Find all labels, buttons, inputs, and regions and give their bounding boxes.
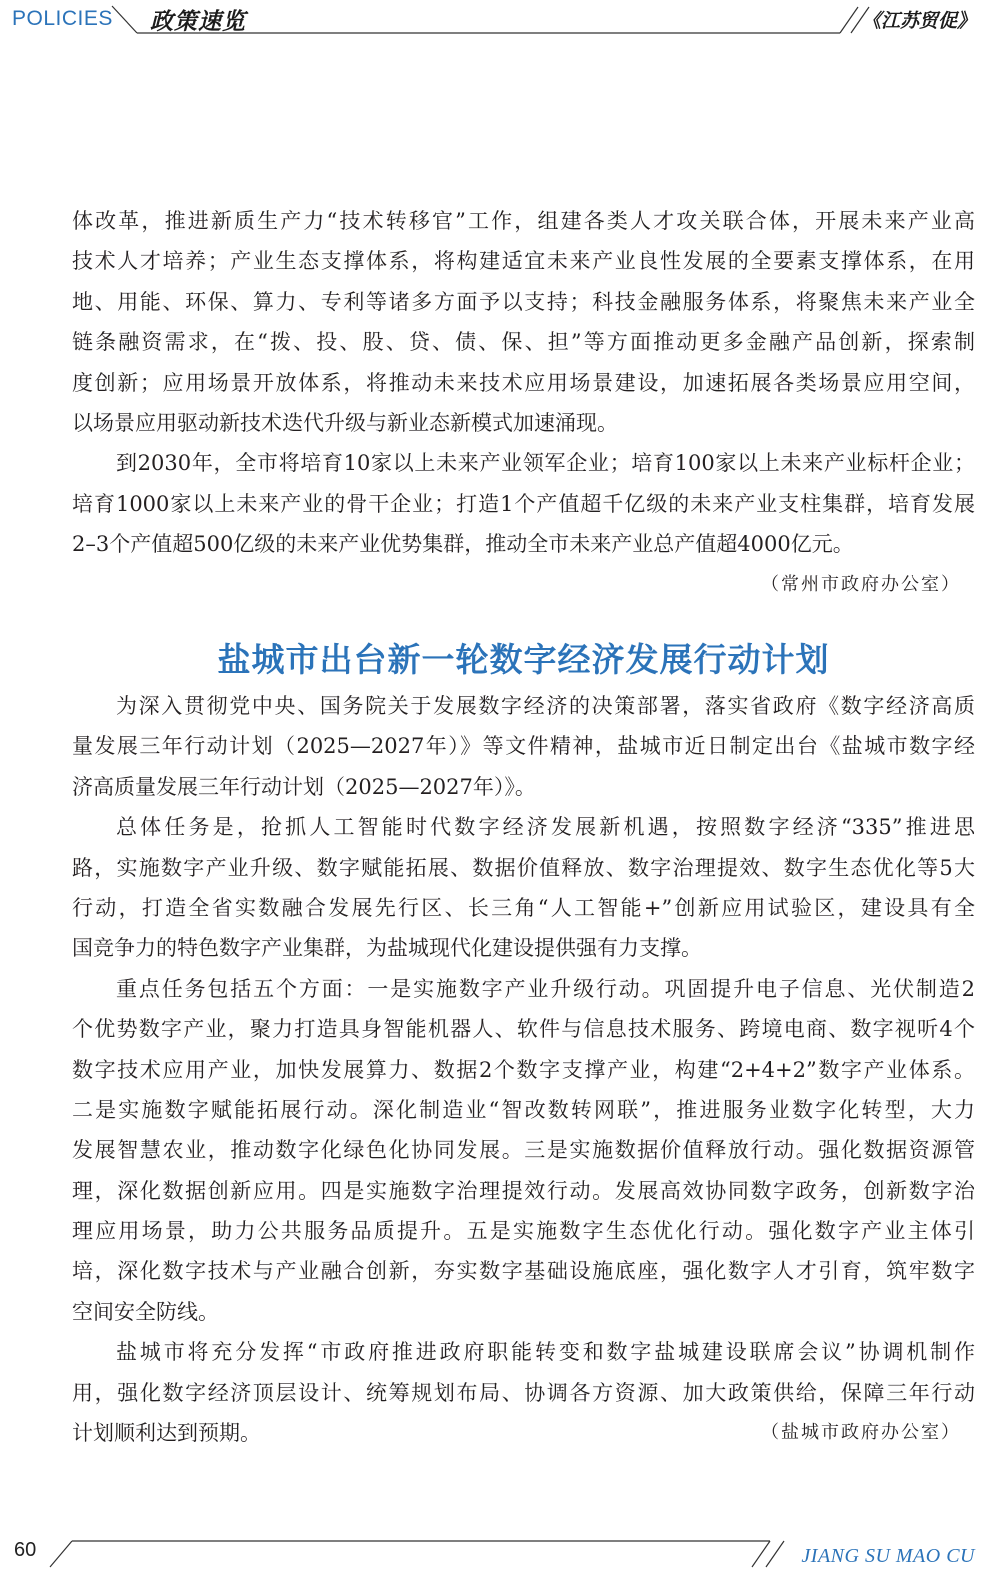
text-line: 度创新；应用场景开放体系，将推动未来技术应用场景建设，加速拓展各类场景应用空间， — [72, 370, 975, 395]
section-label-en: POLICIES — [12, 7, 113, 30]
text-line: 数字技术应用产业，加快发展算力、数据2个数字支撑产业，构建“2+4+2”数字产业体系。 — [72, 1057, 975, 1082]
text-line: 空间安全防线。 — [72, 1299, 219, 1324]
text-line: 个优势数字产业，聚力打造具身智能机器人、软件与信息技术服务、跨境电商、数字视听4个 — [72, 1017, 975, 1042]
text-line: 培育1000家以上未来产业的骨干企业；打造1个产值超千亿级的未来产业支柱集群，培育发展 — [72, 491, 975, 516]
text-line: 以场景应用驱动新技术迭代升级与新业态新模式加速涌现。 — [72, 410, 618, 435]
text-line: 2–3个产值超500亿级的未来产业优势集群，推动全市未来产业总产值超4000亿元。 — [72, 532, 854, 557]
text-line: 理，深化数据创新应用。四是实施数字治理提效行动。发展高效协同数字政务，创新数字治 — [72, 1178, 975, 1203]
magazine-name-en: JIANG SU MAO CU — [801, 1545, 975, 1567]
text-line: 用，强化数字经济顶层设计、统筹规划布局、协调各方资源、加大政策供给，保障三年行动 — [72, 1380, 975, 1405]
text-line: 重点任务包括五个方面：一是实施数字产业升级行动。巩固提升电子信息、光伏制造2 — [116, 976, 975, 1001]
article-title: 盐城市出台新一轮数字经济发展行动计划 — [217, 640, 830, 679]
magazine-name: 《江苏贸促》 — [861, 10, 976, 32]
text-line: 发展智慧农业，推动数字化绿色化协同发展。三是实施数据价值释放行动。强化数据资源管 — [72, 1138, 975, 1163]
text-line: 盐城市将充分发挥“市政府推进政府职能转变和数字盐城建设联席会议”协调机制作 — [116, 1340, 975, 1365]
header-double-slash-1 — [840, 7, 858, 33]
text-line: 技术人才培养；产业生态支撑体系，将构建适宜未来产业良性发展的全要素支撑体系，在用 — [72, 249, 975, 274]
text-line: 到2030年，全市将培育10家以上未来产业领军企业；培育100家以上未来产业标杆企业； — [116, 451, 975, 476]
text-line: 路，实施数字产业升级、数字赋能拓展、数据价值释放、数字治理提效、数字生态优化等5大 — [72, 855, 975, 880]
text-line: 行动，打造全省实数融合发展先行区、长三角“人工智能+”创新应用试验区，建设具有全 — [72, 895, 975, 920]
text-line: 为深入贯彻党中央、国务院关于发展数字经济的决策部署，落实省政府《数字经济高质 — [116, 694, 975, 718]
text-line: 量发展三年行动计划（2025—2027年）》等文件精神，盐城市近日制定出台《盐城市数字经 — [72, 734, 975, 759]
text-line: 济高质量发展三年行动计划（2025—2027年）》。 — [72, 774, 536, 799]
text-line: 理应用场景，助力公共服务品质提升。五是实施数字生态优化行动。强化数字产业主体引 — [72, 1219, 975, 1244]
text-line: 体改革，推进新质生产力“技术转移官”工作，组建各类人才攻关联合体，开展未来产业高 — [72, 209, 975, 233]
footer-slash — [50, 1541, 72, 1567]
text-line: 计划顺利达到预期。 — [72, 1421, 261, 1446]
footer-double-slash-1 — [752, 1541, 770, 1567]
text-line: 总体任务是，抢抓人工智能时代数字经济发展新机遇，按照数字经济“335”推进思 — [116, 815, 975, 840]
previous-article-body — [72, 201, 975, 605]
paragraph — [72, 201, 975, 443]
text-line: 二是实施数字赋能拓展行动。深化制造业“智改数转网联”，推进服务业数字化转型，大力 — [72, 1097, 975, 1122]
text-line: 链条融资需求，在“拨、投、股、贷、债、保、担”等方面推动更多金融产品创新，探索制 — [72, 330, 975, 355]
source-attribution: （盐城市政府办公室） — [761, 1422, 961, 1444]
header-slash — [112, 6, 137, 33]
section-label-cn: 政策速览 — [150, 8, 246, 35]
footer-double-slash-2 — [766, 1541, 784, 1567]
page-number: 60 — [14, 1539, 37, 1561]
paragraph — [72, 686, 975, 807]
paragraph — [72, 443, 975, 564]
article-body — [72, 686, 975, 1453]
text-line: 培，深化数字技术与产业融合创新，夯实数字基础设施底座，强化数字人才引育，筑牢数字 — [72, 1259, 975, 1284]
text-line: 地、用能、环保、算力、专利等诸多方面予以支持；科技金融服务体系，将聚焦未来产业全 — [72, 289, 975, 314]
source-attribution: （常州市政府办公室） — [761, 573, 961, 595]
paragraph — [72, 807, 975, 969]
paragraph — [72, 969, 975, 1333]
text-line: 国竞争力的特色数字产业集群，为盐城现代化建设提供强有力支撑。 — [72, 936, 702, 961]
